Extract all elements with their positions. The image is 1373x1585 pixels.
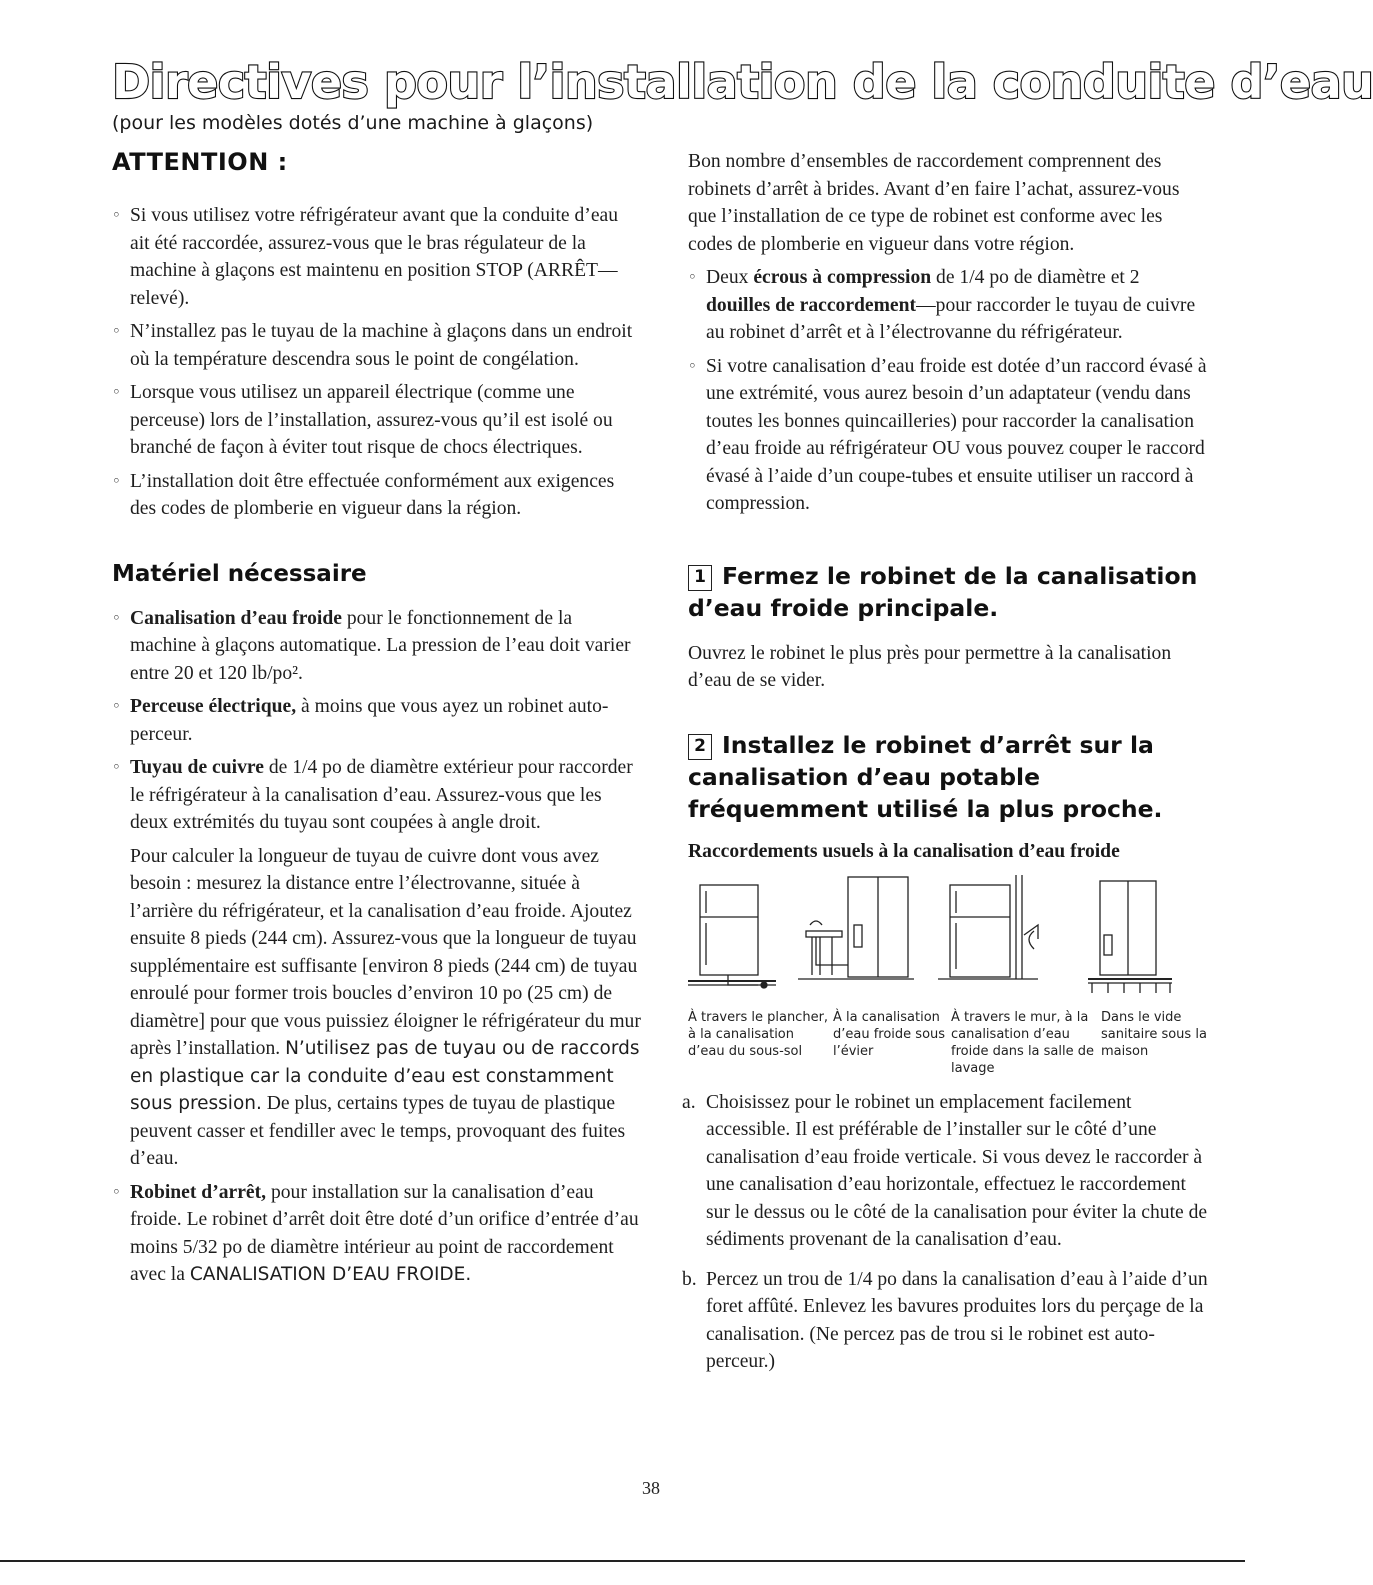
- step-1-text: Ouvrez le robinet le plus près pour permettre à la canalisation d’eau de se vider.: [688, 642, 1172, 691]
- right-item: ◦ Si votre canalisation d’eau froide est dotée d’un raccord évasé à une extrémité, vous aurez besoin d’un adaptateur (vendu dans toutes les bonnes quincailleries) pour raccorder la canalisation d’eau froide au réfrigérateur OU vous pouvez couper le raccord évasé à l’aide d’un coupe-tubes et ensuite utiliser un raccord à compression.: [688, 353, 1208, 518]
- materiel-item: [112, 605, 642, 688]
- bottom-rule: [0, 1560, 1245, 1562]
- step-1-title: Fermez le robinet de la canalisation d’eau froide principale.: [688, 561, 1198, 622]
- materiel-item-text: à moins que vous ayez un robinet auto-perceur.: [130, 696, 609, 745]
- step-2-heading: [688, 729, 1208, 825]
- materiel-list-2: [112, 1179, 642, 1289]
- materiel-paragraph: [112, 843, 642, 1173]
- left-column: [112, 148, 642, 1295]
- right-item-text: —pour raccorder le tuyau de cuivre au robinet d’arrêt et à l’électrovanne du réfrigérateur.: [706, 294, 1196, 343]
- right-list: [688, 264, 1208, 518]
- right-item-text: Deux: [706, 267, 754, 288]
- attention-item: ◦ Si vous utilisez votre réfrigérateur avant que la conduite d’eau ait été raccordée, assurez-vous que le bras régulateur de la machine à glaçons est maintenu en position STOP (ARRÊT—relevé).: [112, 202, 642, 312]
- step-1-heading: [688, 560, 1208, 624]
- step-2-instructions: [682, 1089, 1208, 1376]
- illustration-captions: [688, 1009, 1208, 1077]
- right-item-bold: douilles de raccordement: [706, 294, 917, 316]
- materiel-heading: Matériel nécessaire: [112, 560, 367, 587]
- right-intro-paragraph: Bon nombre d’ensembles de raccordement comprennent des robinets d’arrêt à brides. Avant d’en faire l’achat, assurez-vous que l’installation de ce type de robinet est conforme avec les codes de plomberie en vigueur dans votre région.: [688, 151, 1180, 255]
- right-item: [688, 264, 1208, 347]
- step-2-title: Installez le robinet d’arrêt sur la canalisation d’eau potable fréquemment utilisé la plus proche.: [688, 730, 1163, 823]
- materiel-para-warning: N’utilisez pas de tuyau ou de raccords en plastique car la conduite d’eau est constamment sous pression.: [130, 1038, 640, 1114]
- instruction-text: Percez un trou de 1/4 po dans la canalisation d’eau à l’aide d’un foret affûté. Enlevez les bavures produites lors du perçage de la canalisation. (Ne percez pas de trou si le robinet est auto-perceur.): [706, 1268, 1208, 1372]
- instruction-a: [682, 1089, 1208, 1254]
- fridge-wall-icon: [938, 875, 1038, 979]
- right-column: [682, 148, 1208, 1388]
- connections-subheading: Raccordements usuels à la canalisation d’eau froide: [688, 840, 1120, 862]
- materiel-item-text: pour le fonctionnement de la machine à glaçons automatique. La pression de l’eau doit varier entre 20 et 120 lb/po².: [130, 607, 631, 684]
- attention-item: ◦ L’installation doit être effectuée conformément aux exigences des codes de plomberie en vigueur dans la région.: [112, 468, 642, 523]
- page-number: 38: [642, 1478, 660, 1498]
- right-item-text: de 1/4 po de diamètre et 2: [931, 267, 1140, 288]
- materiel-item: [112, 1179, 642, 1289]
- attention-item: ◦ Lorsque vous utilisez un appareil électrique (comme une perceuse) lors de l’installation, assurez-vous qu’il est isolé ou branché de façon à éviter tout risque de chocs électriques.: [112, 379, 642, 462]
- instruction-marker: a.: [682, 1091, 696, 1113]
- materiel-item-bold: Tuyau de cuivre: [130, 757, 264, 778]
- attention-item: ◦ N’installez pas le tuyau de la machine à glaçons dans un endroit où la température descendra sous le point de congélation.: [112, 318, 642, 373]
- right-item-bold: écrous à compression: [753, 267, 932, 288]
- caption-floor: À travers le plancher, à la canalisation d’eau du sous-sol: [688, 1009, 829, 1059]
- materiel-para-text: Pour calculer la longueur de tuyau de cuivre dont vous avez besoin : mesurez la distance entre l’électrovanne, située à l’arrière du réfrigérateur, et la canalisation d’eau froide. Ajoutez ensuite 8 pieds (244 cm). Assurez-vous que la longueur de tuyau supplémentaire est suffisante [environ 8 pieds (244 cm) de tuyau enroulé pour former trois boucles d’environ 10 po (25 cm) de diamètre] pour que vous puissiez éloigner le réfrigérateur du mur après l’installation.: [130, 845, 641, 1059]
- materiel-item-text: de 1/4 po de diamètre extérieur pour raccorder le réfrigérateur à la canalisation d’eau. Assurez-vous que les deux extrémités du tuyau sont coupées à angle droit.: [130, 757, 633, 833]
- materiel-item-bold: Canalisation d’eau froide: [130, 607, 342, 629]
- page-subtitle: (pour les modèles dotés d’une machine à glaçons): [112, 112, 594, 134]
- fridge-sink-icon: [798, 877, 914, 979]
- connections-drawing: [688, 875, 1208, 1005]
- materiel-para-end: De plus, certains types de tuyau de plastique peuvent casser et fendiller avec le temps, provoquant des fuites d’eau.: [130, 1093, 626, 1169]
- fridge-crawlspace-icon: [1088, 881, 1172, 993]
- attention-heading: ATTENTION :: [112, 148, 288, 176]
- materiel-item-bold: Robinet d’arrêt,: [130, 1181, 267, 1203]
- caption-wall: À travers le mur, à la canalisation d’eau froide dans la salle de lavage: [951, 1009, 1094, 1076]
- page-title: Directives pour l’installation de la conduite d’eau: [112, 55, 1373, 109]
- materiel-list: [112, 605, 642, 837]
- step-2-number: 2: [688, 734, 712, 760]
- instruction-text: Choisissez pour le robinet un emplacement facilement accessible. Il est préférable de l’installer sur le côté d’une canalisation d’eau froide verticale. Si vous devez le raccorder à une canalisation d’eau horizontale, effectuez le raccordement sur le dessus ou le côté de la canalisation pour éviter la chute de sédiments provenant de la canalisation d’eau.: [706, 1091, 1208, 1250]
- materiel-item: [112, 754, 642, 837]
- caption-crawlspace: Dans le vide sanitaire sous la maison: [1101, 1009, 1207, 1059]
- fridge-floor-icon: [688, 885, 776, 988]
- materiel-item-sans: CANALISATION D’EAU FROIDE.: [189, 1264, 472, 1285]
- instruction-b: [682, 1266, 1208, 1376]
- caption-sink: À la canalisation d’eau froide sous l’évier: [833, 1009, 946, 1059]
- instruction-marker: b.: [682, 1268, 697, 1290]
- step-1-number: 1: [688, 565, 712, 591]
- attention-list: [112, 202, 642, 523]
- materiel-item: [112, 693, 642, 748]
- connections-illustration: [688, 875, 1208, 1005]
- materiel-item-bold: Perceuse électrique,: [130, 696, 297, 717]
- materiel-item-text: pour installation sur la canalisation d’eau froide. Le robinet d’arrêt doit être doté d’un orifice d’entrée d’au moins 5/32 po de diamètre intérieur au point de raccordement avec la: [130, 1181, 639, 1285]
